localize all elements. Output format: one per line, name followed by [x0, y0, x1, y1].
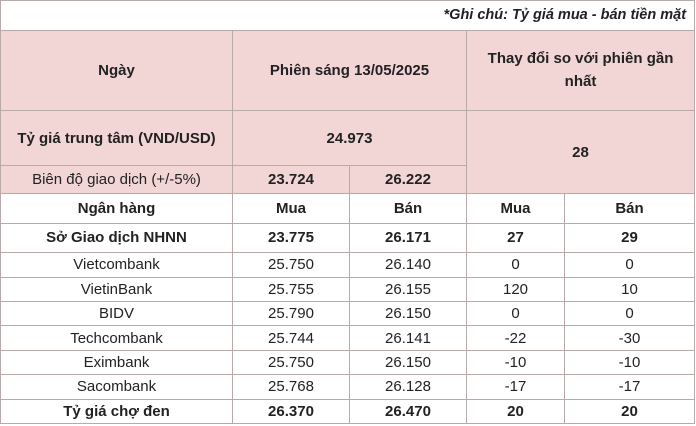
header-row — [1, 30, 695, 111]
central-rate-change: 28 — [467, 111, 695, 194]
sell-rate: 26.150 — [350, 302, 467, 326]
buy-column-header: Mua — [233, 193, 350, 223]
central-rate-label: Tỷ giá trung tâm (VND/USD) — [1, 111, 233, 166]
change-buy-column-header: Mua — [467, 193, 565, 223]
sell-change: 0 — [565, 253, 695, 277]
sell-column-header: Bán — [350, 193, 467, 223]
buy-rate: 25.744 — [233, 326, 350, 350]
bank-name: Eximbank — [1, 350, 233, 374]
table-row — [1, 399, 695, 423]
sell-rate: 26.470 — [350, 399, 467, 423]
buy-change: -17 — [467, 375, 565, 399]
buy-change: 0 — [467, 302, 565, 326]
buy-change: 20 — [467, 399, 565, 423]
bank-column-header: Ngân hàng — [1, 193, 233, 223]
buy-change: -22 — [467, 326, 565, 350]
sell-change: 29 — [565, 223, 695, 253]
sell-rate: 26.150 — [350, 350, 467, 374]
central-rate-row — [1, 111, 695, 166]
session-header: Phiên sáng 13/05/2025 — [233, 30, 467, 111]
sell-change: 10 — [565, 277, 695, 301]
table-row — [1, 302, 695, 326]
table-row — [1, 253, 695, 277]
table-row — [1, 350, 695, 374]
central-rate-value: 24.973 — [233, 111, 467, 166]
buy-rate: 23.775 — [233, 223, 350, 253]
buy-change: 120 — [467, 277, 565, 301]
change-header: Thay đổi so với phiên gần nhất — [467, 30, 695, 111]
buy-change: -10 — [467, 350, 565, 374]
buy-rate: 25.790 — [233, 302, 350, 326]
table-row — [1, 277, 695, 301]
bank-name: Sacombank — [1, 375, 233, 399]
note-row — [1, 1, 695, 31]
sell-change: 0 — [565, 302, 695, 326]
sell-rate: 26.141 — [350, 326, 467, 350]
table-row — [1, 223, 695, 253]
date-header: Ngày — [1, 30, 233, 111]
note-text: *Ghi chú: Tỷ giá mua - bán tiền mặt — [1, 1, 695, 31]
buy-change: 0 — [467, 253, 565, 277]
buy-rate: 25.755 — [233, 277, 350, 301]
bank-name: Techcombank — [1, 326, 233, 350]
table-row — [1, 375, 695, 399]
buy-change: 27 — [467, 223, 565, 253]
buy-rate: 25.768 — [233, 375, 350, 399]
sell-change: -17 — [565, 375, 695, 399]
band-low: 23.724 — [233, 166, 350, 194]
buy-rate: 25.750 — [233, 350, 350, 374]
buy-rate: 26.370 — [233, 399, 350, 423]
sell-rate: 26.128 — [350, 375, 467, 399]
sell-rate: 26.171 — [350, 223, 467, 253]
sell-rate: 26.140 — [350, 253, 467, 277]
table-row — [1, 326, 695, 350]
sell-change: 20 — [565, 399, 695, 423]
sell-rate: 26.155 — [350, 277, 467, 301]
bank-name: Sở Giao dịch NHNN — [1, 223, 233, 253]
band-high: 26.222 — [350, 166, 467, 194]
bank-name: BIDV — [1, 302, 233, 326]
change-sell-column-header: Bán — [565, 193, 695, 223]
column-header-row — [1, 193, 695, 223]
sell-change: -10 — [565, 350, 695, 374]
bank-name: VietinBank — [1, 277, 233, 301]
bank-name: Tỷ giá chợ đen — [1, 399, 233, 423]
bank-name: Vietcombank — [1, 253, 233, 277]
sell-change: -30 — [565, 326, 695, 350]
band-label: Biên độ giao dịch (+/-5%) — [1, 166, 233, 194]
buy-rate: 25.750 — [233, 253, 350, 277]
